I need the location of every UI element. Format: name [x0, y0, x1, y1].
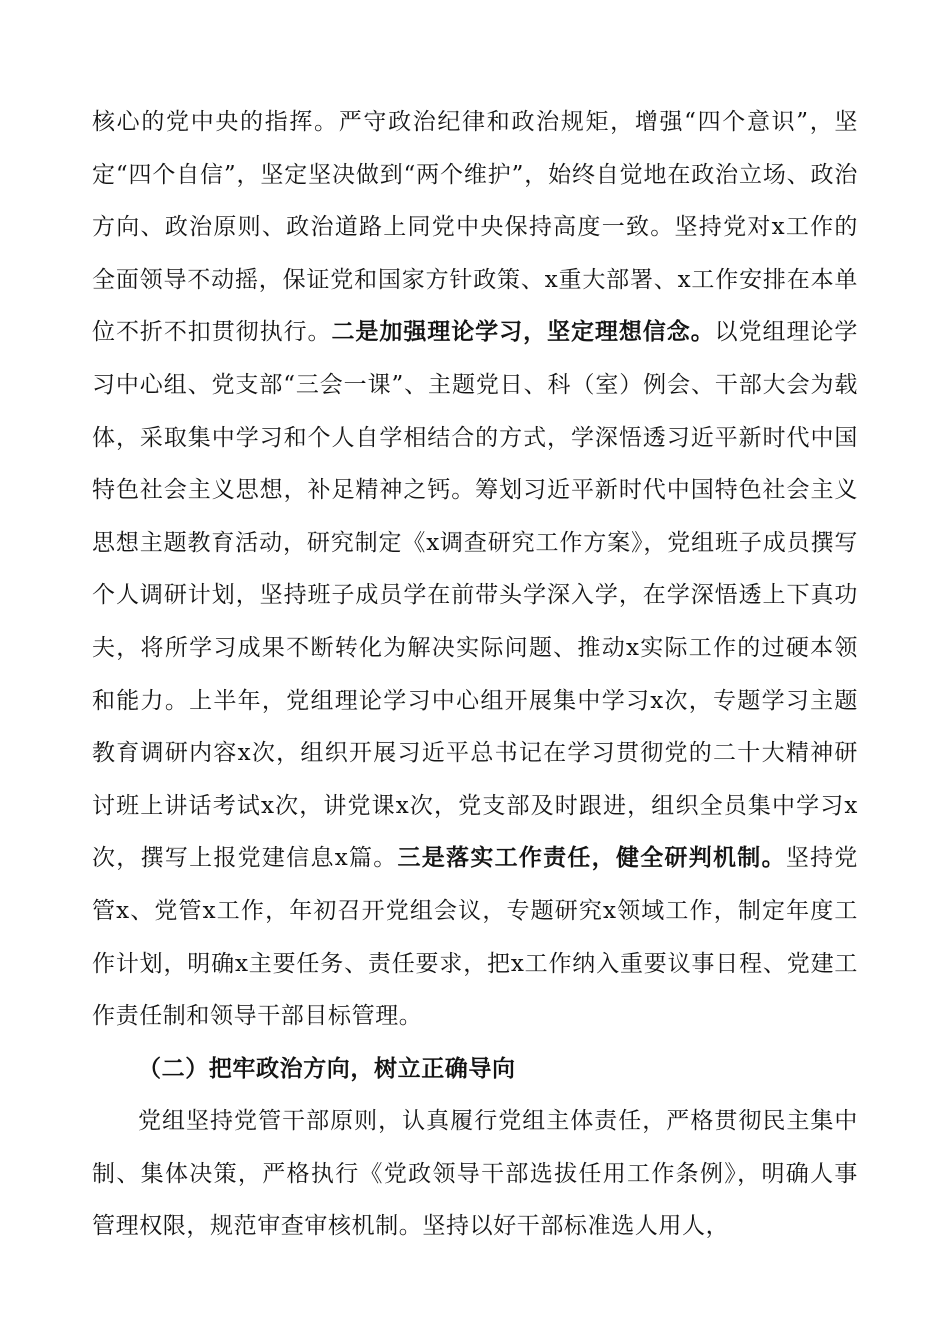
point-three-heading: 三是落实工作责任，健全研判机制。: [397, 844, 786, 872]
body-paragraph: 党组坚持党管干部原则，认真履行党组主体责任，严格贯彻民主集中制、集体决策，严格执行《党政领导干部选拔任用工作条例》，明确人事管理权限，规范审查审核机制。坚持以好干部标准选人用人，: [92, 1108, 858, 1240]
paragraph-text: 核心的党中央的指挥。严守政治纪律和政治规矩，增强“四个意识”，坚定“四个自信”，坚定坚决做到“两个维护”，始终自觉地在政治立场、政治方向、政治原则、政治道路上同党中央保持高度一致。坚持党对x工作的全面领导不动摇，保证党和国家方针政策、x重大部署、x工作安排在本单位不折不扣贯彻执行。: [92, 109, 858, 346]
paragraph-text: 坚持党管x、党管x工作，年初召开党组会议，专题研究x领域工作，制定年度工作计划，明确x主要任务、责任要求，把x工作纳入重要议事日程、党建工作责任制和领导干部目标管理。: [92, 845, 858, 1030]
body-paragraph-continued: [92, 96, 858, 1043]
paragraph-text: 以党组理论学习中心组、党支部“三会一课”、主题党日、科（室）例会、干部大会为载体，采取集中学习和个人自学相结合的方式，学深悟透习近平新时代中国特色社会主义思想，补足精神之钙。筹划习近平新时代中国特色社会主义思想主题教育活动，研究制定《x调查研究工作方案》，党组班子成员撰写个人调研计划，坚持班子成员学在前带头学深入学，在学深悟透上下真功夫，将所学习成果不断转化为解决实际问题、推动x实际工作的过硬本领和能力。上半年，党组理论学习中心组开展集中学习x次，专题学习主题教育调研内容x次，组织开展习近平总书记在学习贯彻党的二十大精神研讨班上讲话考试x次，讲党课x次，党支部及时跟进，组织全员集中学习x次，撰写上报党建信息x篇。: [92, 319, 858, 872]
point-two-heading: 二是加强理论学习，坚定理想信念。: [331, 318, 715, 346]
section-heading: （二）把牢政治方向，树立正确导向: [138, 1054, 516, 1082]
